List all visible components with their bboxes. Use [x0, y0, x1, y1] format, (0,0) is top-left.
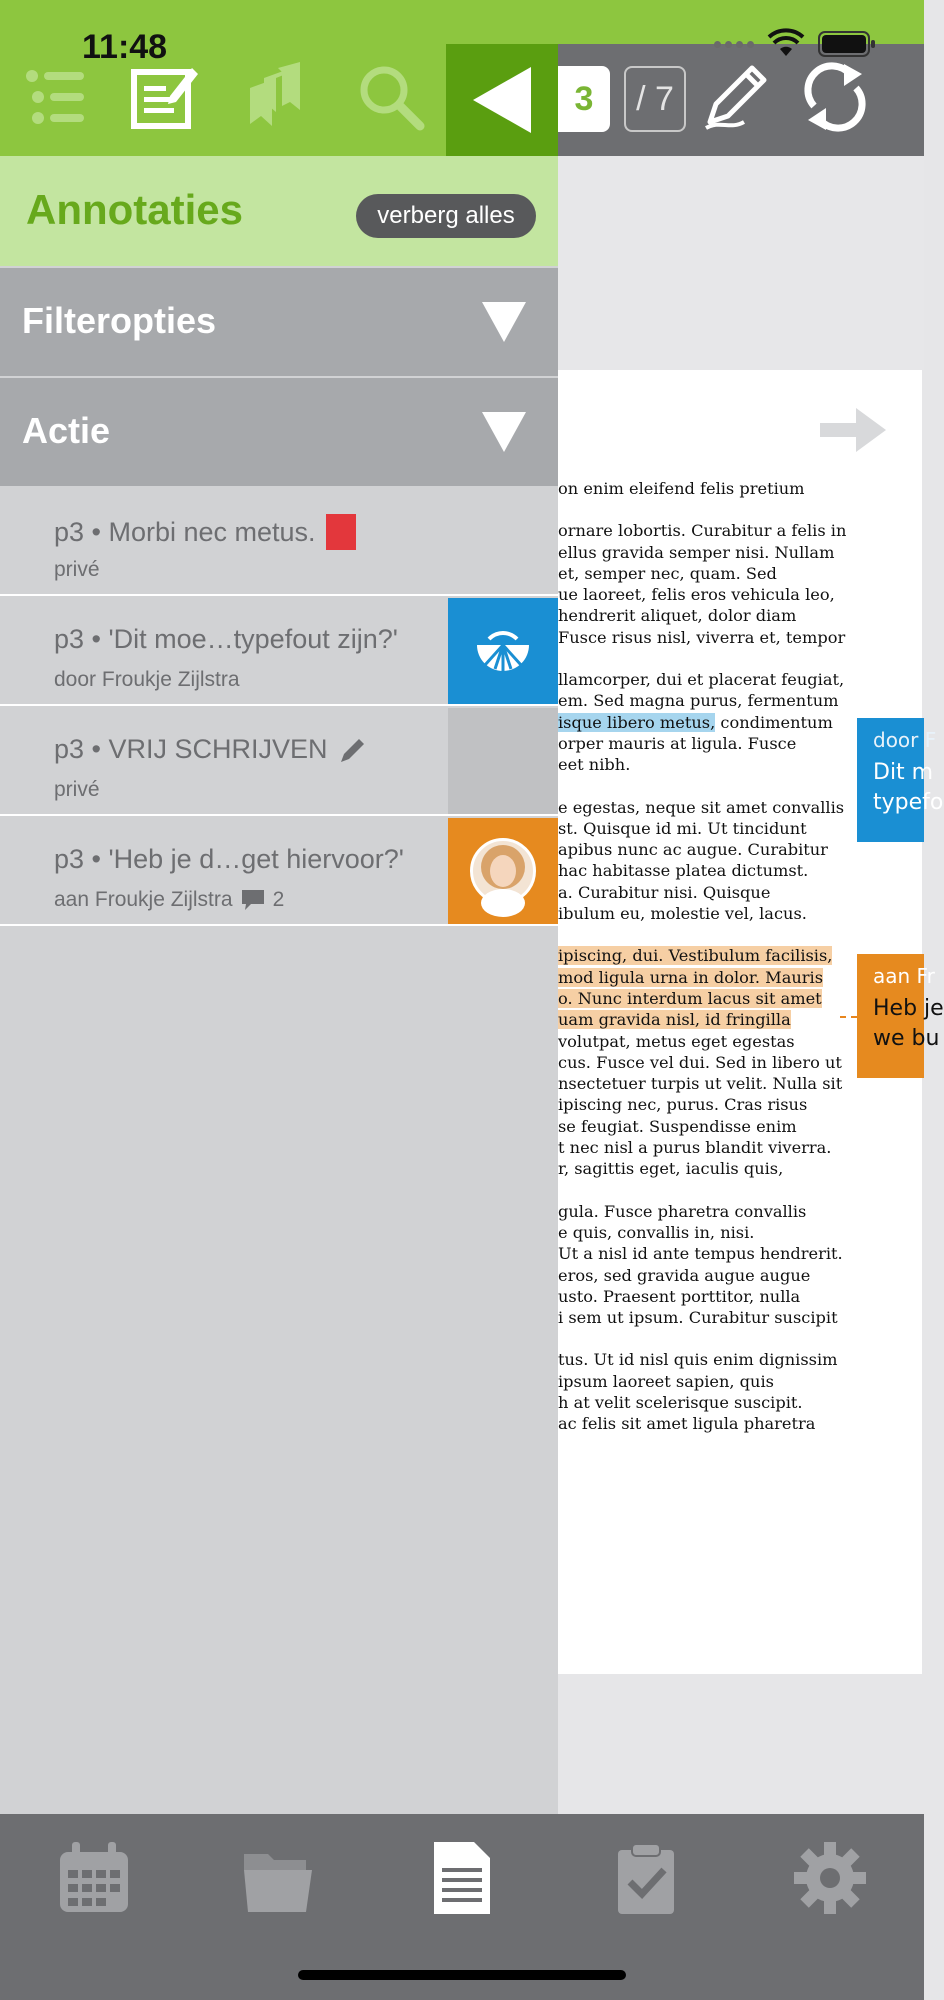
document-line: et, semper nec, quam. Sed [558, 563, 777, 583]
document-paragraph [558, 1349, 858, 1434]
back-arrow-icon [471, 65, 533, 135]
cellular-signal-icon [714, 41, 754, 48]
note-author: door F [873, 728, 937, 752]
hide-all-button[interactable]: verberg alles [356, 194, 536, 238]
document-paragraph [558, 478, 858, 499]
document-paragraph [558, 945, 858, 1179]
document-line: Ut a nisl id ante tempus hendrerit. [558, 1244, 843, 1264]
annotation-item[interactable] [0, 708, 558, 816]
section-label: Actie [22, 410, 111, 451]
gear-icon[interactable] [792, 1840, 868, 1916]
chevron-down-icon [482, 302, 526, 342]
document-line: se feugiat. Suspendisse enim [558, 1116, 797, 1136]
document-line: st. Quisque id mi. Ut tincidunt [558, 818, 807, 838]
note-text: Dit m typefo [873, 760, 944, 815]
battery-icon [818, 30, 876, 58]
list-icon[interactable] [20, 62, 90, 132]
collapse-panel-button[interactable] [446, 44, 558, 156]
document-line: i sem ut ipsum. Curabitur suscipit [558, 1308, 838, 1328]
document-background [558, 156, 924, 370]
annotation-title: p3 • VRIJ SCHRIJVEN [54, 734, 368, 765]
home-indicator [298, 1970, 626, 1980]
document-line [558, 945, 858, 966]
document-paragraph [558, 1201, 858, 1329]
document-line: llamcorper, dui et placerat feugiat, [558, 670, 845, 690]
annotation-title: p3 • 'Dit moe…typefout zijn?' [54, 624, 398, 654]
filter-options-toggle[interactable] [0, 268, 558, 376]
document-line: eet nibh. [558, 755, 631, 775]
document-icon[interactable] [424, 1840, 500, 1916]
document-line: hendrerit aliquet, dolor diam [558, 606, 797, 626]
document-line: isque libero metus, condimentum [558, 712, 833, 732]
annotation-visibility: privé [54, 778, 100, 801]
annotation-note-blue[interactable] [857, 718, 944, 842]
comment-icon [241, 889, 265, 911]
wifi-icon [768, 30, 804, 58]
annotation-visibility: privé [54, 558, 100, 581]
bookmarks-icon[interactable] [242, 62, 312, 132]
avatar [470, 838, 536, 904]
annotation-item[interactable] [0, 488, 558, 596]
document-line: orper mauris at ligula. Fusce [558, 733, 797, 753]
pencil-icon[interactable] [700, 62, 770, 132]
annotation-recipient: aan Froukje Zijlstra 2 [54, 888, 285, 911]
document-line: on enim eleifend felis pretium [558, 479, 805, 498]
document-paragraph [558, 797, 858, 925]
document-line: r, sagittis eget, iaculis quis, [558, 1159, 784, 1179]
note-recipient: aan Fr [873, 964, 935, 988]
document-line: eros, sed gravida augue augue [558, 1265, 811, 1285]
annotation-type-tile[interactable] [448, 818, 558, 924]
calendar-icon[interactable] [56, 1840, 132, 1916]
document-line [558, 988, 858, 1009]
document-paragraph [558, 520, 858, 648]
annotation-type-tile[interactable] [448, 598, 558, 704]
document-line: t nec nisl a purus blandit viverra. [558, 1138, 832, 1158]
document-line: ipsum laoreet sapien, quis [558, 1371, 774, 1391]
note-text: Heb je we bu [873, 996, 944, 1051]
document-line: e egestas, neque sit amet convallis [558, 797, 845, 817]
highlight-color-swatch [326, 514, 356, 550]
panel-header [0, 156, 558, 266]
document-line: tus. Ut id nisl quis enim dignissim [558, 1350, 838, 1370]
document-line: usto. Praesent porttitor, nulla [558, 1286, 801, 1306]
document-line: hac habitasse platea dictumst. [558, 861, 809, 881]
highlight-orange[interactable]: uam gravida nisl, id fringilla [558, 1010, 791, 1030]
action-toggle[interactable] [0, 378, 558, 486]
document-line: volutpat, metus eget egestas [558, 1031, 795, 1051]
current-page-field[interactable]: 3 [558, 66, 610, 132]
edit-notes-icon[interactable] [130, 62, 200, 132]
status-icons [714, 30, 876, 58]
annotation-connector-orange [840, 1016, 857, 1018]
chevron-down-icon [482, 412, 526, 452]
folder-icon[interactable] [240, 1840, 316, 1916]
highlight-orange[interactable]: ipiscing, dui. Vestibulum facilisis, [558, 946, 833, 966]
panel-title: Annotaties [26, 186, 244, 233]
document-text [558, 478, 858, 1456]
annotation-title: p3 • Morbi nec metus. [54, 514, 356, 550]
annotation-title: p3 • 'Heb je d…get hiervoor?' [54, 844, 404, 874]
document-line: ipiscing nec, purus. Cras risus [558, 1095, 808, 1115]
section-label: Filteropties [22, 300, 217, 341]
highlight-blue[interactable]: isque libero metus, [558, 712, 716, 732]
sync-icon[interactable] [800, 62, 870, 132]
page-total: / 7 [624, 66, 686, 132]
document-line: nsectetuer turpis ut velit. Nulla sit [558, 1074, 843, 1094]
annotation-note-orange[interactable] [857, 954, 944, 1078]
document-line: Fusce risus nisl, viverra et, tempor [558, 627, 846, 647]
document-line: ellus gravida semper nisi. Nullam [558, 542, 835, 562]
next-page-arrow-icon[interactable] [820, 408, 886, 452]
document-line: ornare lobortis. Curabitur a felis in [558, 521, 847, 541]
clipboard-check-icon[interactable] [608, 1840, 684, 1916]
document-line: a. Curabitur nisi. Quisque [558, 882, 771, 902]
status-time: 11:48 [82, 28, 168, 66]
document-line: e quis, convallis in, nisi. [558, 1222, 755, 1242]
annotation-item[interactable] [0, 598, 558, 706]
document-line: gula. Fusce pharetra convallis [558, 1201, 807, 1221]
document-paragraph [558, 669, 858, 775]
annotations-panel [0, 156, 558, 1814]
annotation-type-tile [448, 708, 558, 814]
teacher-logo-icon [475, 631, 531, 671]
document-line: ue laoreet, felis eros vehicula leo, [558, 585, 835, 605]
document-line: cus. Fusce vel dui. Sed in libero ut [558, 1052, 842, 1072]
annotation-author: door Froukje Zijlstra [54, 668, 240, 691]
document-line: ibulum eu, molestie vel, lacus. [558, 904, 807, 924]
annotation-item[interactable] [0, 818, 558, 926]
highlight-orange[interactable]: mod ligula urna in dolor. Mauris [558, 967, 824, 987]
document-line: em. Sed magna purus, fermentum [558, 691, 839, 711]
pencil-icon [338, 735, 368, 765]
comment-count: 2 [272, 888, 285, 911]
document-line: h at velit scelerisque suscipit. [558, 1392, 803, 1412]
document-line [558, 1009, 858, 1030]
document-line: apibus nunc ac augue. Curabitur [558, 840, 828, 860]
highlight-orange[interactable]: o. Nunc interdum lacus sit amet [558, 988, 822, 1008]
search-icon[interactable] [356, 62, 426, 132]
document-line: ac felis sit amet ligula pharetra [558, 1414, 816, 1434]
document-line [558, 967, 858, 988]
